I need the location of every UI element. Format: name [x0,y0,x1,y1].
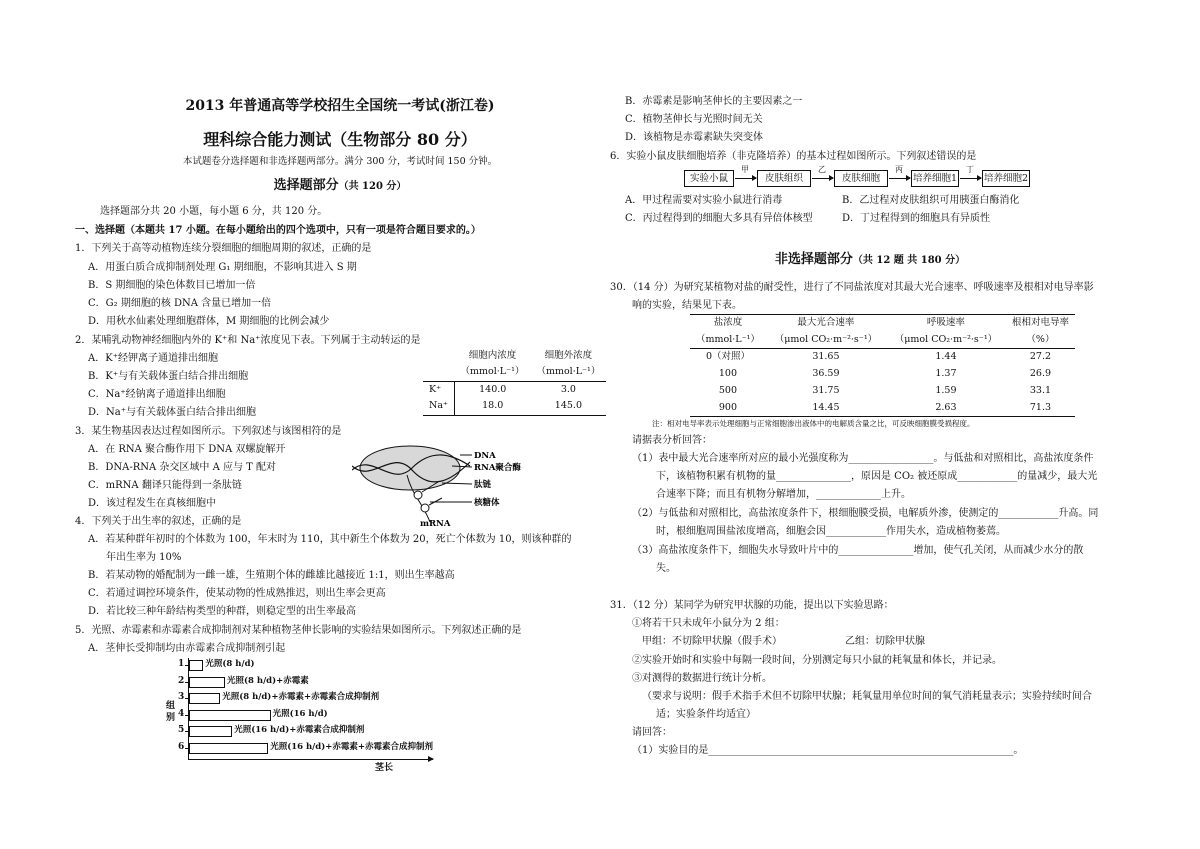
ion-inside: 18.0 [455,398,531,415]
q31-step1: ①将若干只未成年小鼠分为 2 组： [632,618,785,629]
part2-heading [700,252,1040,268]
q30-part2-line2: 时，根细胞周围盐浓度增高，细胞会因____________作用失水，造成植物萎蔫。 [656,526,1006,537]
chart-bar-label: 光照(16 h/d)+赤霉素合成抑制剂 [234,725,365,735]
label-mrna: mRNA [420,519,451,528]
table-row [690,366,1075,383]
chart-bar-label: 光照(8 h/d) [205,659,255,669]
q3-stem: 3．某生物基因表达过程如图所示。下列叙述与该图相符的是 [75,426,342,437]
q1-option-a: A．用蛋白质合成抑制剂处理 G₁ 期细胞，不影响其进入 S 期 [88,262,357,273]
table-cell: 14.45 [812,401,840,413]
flow-label-ding: 丁 [966,165,974,174]
q4-option-c: C．若通过调控环境条件，使某动物的性成熟推迟，则出生率会更高 [88,588,386,599]
q4-stem: 4．下列关于出生率的叙述，正确的是 [75,516,242,527]
part2-score: （共 12 题 共 180 分） [852,255,966,266]
ion-concentration-table [423,347,606,416]
stem-length-chart [160,658,440,778]
table-row [690,400,1075,417]
subject-title: 理科综合能力测试（生物部分 80 分） [203,130,477,149]
q4-option-d: D．若比较三种年龄结构类型的种群，则稳定型的出生率最高 [88,606,357,617]
flow-label-jia: 甲 [741,165,749,174]
q30-unit-conductivity: （%） [1026,333,1055,345]
q4-option-a-cont: 年出生率为 10% [106,552,182,563]
q31-requirements-cont: 适；实验条件均适宜） [656,709,756,720]
exam-title: 2013 年普通高等学校招生全国统一考试(浙江卷) [185,98,495,114]
q30-stem: 30．（14 分）为研究某植物对盐的耐受性，进行了不同盐浓度对其最大光合速率、呼吸速率及根相对电导率影 [610,282,1094,293]
q30-part3-line2: 失。 [656,563,676,574]
flow-step-mouse: 实验小鼠 [684,170,734,187]
table-cell: 0（对照） [705,351,750,363]
q30-part1-line2: 下，该植物积累有机物的量_______________，原因是 CO₂ 被还原成____________的量减少，最大光 [656,471,1098,482]
label-peptide: 肽链 [474,480,492,490]
table-row [690,383,1075,400]
table-cell: 31.75 [812,385,840,397]
q6-option-c: C．丙过程得到的细胞大多具有异倍体核型 [625,213,813,224]
chart-bar-label: 光照(16 h/d) [272,708,328,719]
part2-title: 非选择题部分 [774,252,853,267]
ion-table-unit-outside: （mmol·L⁻¹） [530,364,606,381]
chart-category-label: 6 [178,741,185,752]
q2-option-b: B．K⁺与有关载体蛋白结合排出细胞 [88,371,249,382]
q3-option-c: C．mRNA 翻译只能得到一条肽链 [88,480,242,491]
q30-part1-line3: 合速率下降；而且有机物分解增加，_____________上升。 [656,489,911,500]
q1-option-d: D．用秋水仙素处理细胞群体，M 期细胞的比例会减少 [88,316,330,327]
table-cell: 33.1 [1029,385,1052,397]
q6-option-a: A．甲过程需要对实验小鼠进行消毒 [625,195,783,206]
ribosome-icon [414,491,422,499]
ion-outside: 3.0 [560,383,576,395]
table-cell: 1.37 [935,368,957,380]
flow-arrow-icon [960,178,981,179]
q30-part1-line1: （1）表中最大光合速率所对应的最小光强度称为_________________。与低盐和对照相比，高盐浓度条件 [632,453,1094,464]
ion-table-unit-inside: （mmol·L⁻¹） [455,364,531,381]
table-cell: 100 [718,368,738,380]
chart-category-label: 5 [178,725,185,735]
q5-stem: 5．光照、赤霉素和赤霉素合成抑制剂对某种植物茎伸长影响的实验结果如图所示。下列叙述正确的是 [75,625,522,636]
q31-ask: 请回答： [632,727,672,738]
chart-bar-label: 光照(8 h/d)+赤霉素 [227,675,309,686]
q3-option-a: A．在 RNA 聚合酶作用下 DNA 双螺旋解开 [88,444,286,455]
chart-bar [189,710,271,721]
chart-bar [189,726,232,737]
chart-x-axis [188,759,433,760]
table-cell: 1.44 [935,351,957,363]
ion-inside: 140.0 [479,383,507,395]
q3-option-b: B．DNA-RNA 杂交区域中 A 应与 T 配对 [88,462,277,473]
table-row [423,381,606,398]
q5-option-a: A．茎伸长受抑制均由赤霉素合成抑制剂引起 [88,643,286,654]
flow-step-skin-tissue: 皮肤组织 [757,170,811,187]
ion-name: Na⁺ [423,398,455,415]
q3-option-d: D．该过程发生在真核细胞中 [88,498,217,509]
table-cell: 500 [718,385,738,397]
q31-group-b: 乙组：切除甲状腺 [845,636,925,647]
chart-xlabel: 茎长 [375,763,394,773]
chart-category-label: 2 [178,675,185,686]
chart-category-label: 4 [178,708,185,719]
chart-y-tick [185,731,188,732]
table-cell: 31.65 [812,351,840,363]
section-intro: 选择题部分共 20 小题，每小题 6 分，共 120 分。 [100,206,328,217]
x-axis-arrow-icon [428,756,434,762]
q31-step2: ②实验开始时和实验中每隔一段时间，分别测定每只小鼠的耗氧量和体长，并记录。 [632,655,1002,666]
q30-unit-respiration: （μmol CO₂·m⁻²·s⁻¹） [894,333,998,345]
q2-option-a: A．K⁺经钾离子通道排出细胞 [88,353,218,364]
label-ribosome: 核糖体 [474,498,500,508]
flow-step-culture1: 培养细胞1 [911,170,959,187]
label-dna: DNA [474,451,496,461]
section-heading [200,178,480,194]
flow-arrow-icon [889,178,910,179]
ion-name: K⁺ [423,381,455,398]
label-rna-polymerase: RNA聚合酶 [474,463,521,473]
chart-bar [189,693,220,704]
q30-header-respiration: 呼吸速率 [926,317,965,329]
q30-ask: 请据表分析回答： [632,435,712,446]
q1-option-c: C．G₂ 期细胞的核 DNA 含量已增加一倍 [88,298,272,309]
salt-stress-table [690,314,1075,417]
q30-part2-line1: （2）与低盐和对照相比，高盐浓度条件下，根细胞膜受损，电解质外渗，使测定的____________升高。同 [632,508,1099,519]
flow-step-culture2: 培养细胞2 [982,170,1030,187]
q6-option-b: B．乙过程对皮肤组织可用胰蛋白酶消化 [842,195,1020,206]
q30-unit-photosynthesis: （μmol CO₂·m⁻²·s⁻¹） [774,333,878,345]
q2-option-d: D．Na⁺与有关载体蛋白结合排出细胞 [88,407,257,418]
section-title: 选择题部分 [273,178,339,193]
chart-bar [189,677,225,688]
chart-bar-label: 光照(16 h/d)+赤霉素+赤霉素合成抑制剂 [270,741,433,752]
exam-note: 本试题卷分选择题和非选择题两部分。满分 300 分，考试时间 150 分钟。 [182,156,498,167]
q1-stem: 1．下列关于高等动植物连续分裂细胞的细胞周期的叙述，正确的是 [75,243,372,254]
q6-option-d: D．丁过程得到的细胞具有异质性 [842,213,991,224]
cell-culture-flowchart [684,165,1029,190]
chart-category-label: 3 [178,692,185,702]
part1-heading: 一、选择题（本题共 17 小题。在每小题给出的四个选项中，只有一项是符合题目要求的。） [75,225,481,236]
ion-table-header-outside: 细胞外浓度 [544,349,593,361]
q1-option-b: B．S 期细胞的染色体数目已增加一倍 [88,280,256,291]
q6-stem: 6．实验小鼠皮肤细胞培养（非克隆培养）的基本过程如图所示。下列叙述错误的是 [610,151,977,162]
flow-step-skin-cells: 皮肤细胞 [834,170,888,187]
q30-header-photosynthesis: 最大光合速率 [797,317,855,329]
chart-bar [189,660,203,671]
chart-category-label: 1 [178,659,185,669]
table-cell: 71.3 [1029,401,1052,413]
chart-y-tick [185,682,188,683]
q31-group-a: 甲组：不切除甲状腺（假手术） [642,636,782,647]
table-cell: 2.63 [935,401,957,413]
table-cell: 1.59 [935,385,957,397]
q4-option-a: A．若某种群年初时的个体数为 100，年末时为 110，其中新生个体数为 20，死亡个体数为 10，则该种群的 [88,534,572,545]
q31-stem: 31．（12 分）某同学为研究甲状腺的功能，提出以下实验思路： [610,600,894,611]
q2-stem: 2．某哺乳动物神经细胞内外的 K⁺和 Na⁺浓度见下表。下列属于主动转运的是 [75,335,421,346]
q2-option-c: C．Na⁺经钠离子通道排出细胞 [88,389,226,400]
q31-part1: （1）实验目的是_____________________________________________________________。 [632,745,1024,756]
section-score: （共 120 分） [338,181,407,192]
flow-label-bing: 丙 [895,165,903,174]
chart-y-tick [185,715,188,716]
chart-y-tick [185,698,188,699]
q30-header-conductivity: 根相对电导率 [1011,317,1069,329]
ion-outside: 145.0 [530,398,606,415]
flow-arrow-icon [812,178,833,179]
table-cell: 26.9 [1029,368,1052,380]
chart-bar [189,743,268,754]
table-row [690,349,1075,366]
q5-option-c: C．植物茎伸长与光照时间无关 [625,114,763,125]
chart-y-tick [185,665,188,666]
ribosome-icon [421,504,429,512]
q30-table-note: 注：相对电导率表示处理细胞与正常细胞渗出液体中的电解质含量之比，可反映细胞膜受损程度。 [652,419,975,428]
ion-table-header-inside: 细胞内浓度 [468,349,517,361]
q5-option-d: D．该植物是赤霉素缺失突变体 [625,132,764,143]
q4-option-b: B．若某动物的婚配制为一雌一雄，生殖期个体的雌雄比越接近 1:1，则出生率越高 [88,570,455,581]
flow-arrow-icon [735,178,756,179]
table-cell: 27.2 [1029,351,1052,363]
chart-ylabel: 组别 [166,701,176,723]
q30-header-salt: 盐浓度 [713,317,743,329]
q30-unit-salt: （mmol·L⁻¹） [696,333,760,345]
chart-bar-label: 光照(8 h/d)+赤霉素+赤霉素合成抑制剂 [222,692,380,702]
q5-option-b: B．赤霉素是影响茎伸长的主要因素之一 [625,96,803,107]
gene-expression-figure [352,440,532,528]
q31-step3: ③对测得的数据进行统计分析。 [632,673,772,684]
q31-requirements: （要求与说明：假手术指手术但不切除甲状腺；耗氧量用单位时间的氧气消耗量表示；实验持续时间合 [642,691,1092,702]
table-cell: 900 [718,401,738,413]
table-row [423,398,606,415]
q30-stem-cont: 响的实验，结果见下表。 [632,300,742,311]
q30-part3-line1: （3）高盐浓度条件下，细胞失水导致叶片中的_______________增加，使气孔关闭，从而减少水分的散 [632,545,1084,556]
leader-line [442,483,472,484]
flow-label-yi: 乙 [818,165,826,174]
table-cell: 36.59 [812,368,840,380]
chart-y-tick [185,748,188,749]
